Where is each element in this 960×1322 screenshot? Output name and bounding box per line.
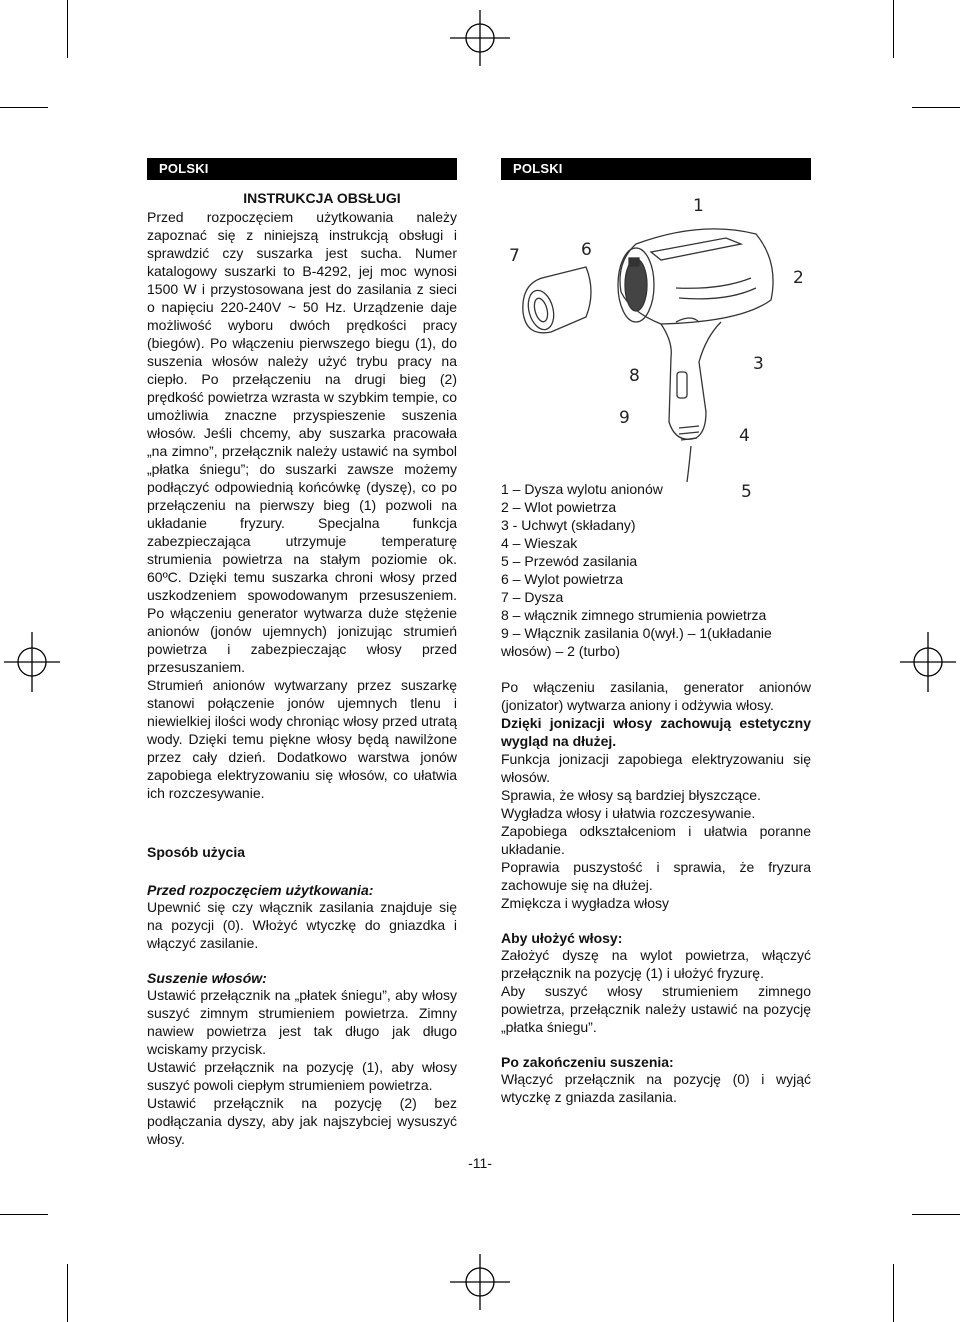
language-header-right: POLSKI (501, 158, 811, 180)
diagram-label-6: 6 (581, 240, 592, 260)
legend-item: 8 – włącznik zimnego strumienia powietrza (501, 607, 767, 623)
diagram-label-8: 8 (629, 366, 640, 386)
legend-item: 9 – Włącznik zasilania 0(wył.) – 1(układanie włosów) – 2 (turbo) (501, 625, 772, 659)
left-column (147, 158, 457, 1148)
nozzle-drawing (523, 267, 591, 333)
usage-heading: Sposób użycia (147, 844, 246, 860)
crop-mark (893, 0, 894, 58)
crop-mark (0, 107, 48, 108)
diagram-label-5: 5 (741, 482, 752, 502)
ionization-benefit: Funkcja jonizacji zapobiega elektryzowaniu się włosów. (501, 751, 811, 785)
parts-legend (501, 480, 811, 660)
diagram-label-3: 3 (753, 354, 764, 374)
before-use-text: Upewnić się czy włącznik zasilania znajduje się na pozycji (0). Włożyć wtyczkę do gniazdka i włączyć zasilanie. (147, 899, 457, 951)
handle-drawing (661, 318, 721, 482)
ionization-benefit: Sprawia, że włosy są bardziej błyszczące. (501, 787, 761, 803)
legend-item: 2 – Wlot powietrza (501, 499, 617, 515)
crop-mark (893, 1264, 894, 1322)
right-header-wrap (501, 158, 811, 180)
registration-mark-top (450, 10, 510, 66)
registration-mark-bottom (450, 1254, 510, 1310)
legend-item: 4 – Wieszak (501, 535, 578, 551)
drying-text-2: Ustawić przełącznik na pozycję (1), aby włosy suszyć powoli ciepłym strumieniem powietrza. (147, 1059, 457, 1093)
diagram-label-1: 1 (693, 196, 704, 216)
page-number: -11- (468, 1155, 492, 1171)
styling-heading: Aby ułożyć włosy: (501, 930, 623, 946)
drying-text-3: Ustawić przełącznik na pozycję (2) bez podłączania dyszy, aby jak najszybciej wysuszyć włosy. (147, 1095, 457, 1147)
ionization-benefit: Poprawia puszystość i sprawia, że fryzura zachowuje się na dłużej. (501, 859, 811, 893)
hair-dryer-illustration (501, 182, 811, 482)
before-use-heading: Przed rozpoczęciem użytkowania: (147, 882, 374, 898)
ionization-benefit: Wygładza włosy i ułatwia rozczesywanie. (501, 805, 756, 821)
crop-mark (912, 1214, 960, 1215)
document-title: INSTRUKCJA OBSŁUGI (243, 190, 401, 206)
crop-mark (912, 107, 960, 108)
registration-mark-left (4, 632, 60, 692)
diagram-label-4: 4 (739, 426, 750, 446)
intro-paragraph: Przed rozpoczęciem użytkowania należy zapoznać się z niniejszą instrukcją obsługi i sprawdzić czy suszarka jest sucha. Numer katalogowy suszarki to B-4292, jej moc wynosi 1500 W i przystosowana jest do zasilania z sieci o napięciu 220-240V ~ 50 Hz. Urządzenie daje możliwość wyboru dwóch prędkości pracy (biegów). Po włączeniu pierwszego biegu (1), do suszenia włosów należy użyć trybu pracy na ciepło. Po przełączeniu na drugi bieg (2) prędkość powietrza wzrasta w szybkim tempie, co umożliwia znaczne przyspieszenie suszenia włosów. Jeśli chcemy, aby suszarka pracowała „na zimno”, przełącznik należy ustawić na symbol „płatka śniegu”; do suszarki zawsze możemy podłączyć odpowiednią końcówkę (dyszę), co po przełączeniu na pierwszy bieg (1) pozwoli na układanie fryzury. Specjalna funkcja zabezpieczająca utrzymuje temperaturę strumienia powietrza na stałym poziomie ok. 60ºC. Dzięki temu suszarka chroni włosy przed uszkodzeniem spowodowanym przesuszeniem. Po włączeniu generator wytwarza duże stężenie anionów (jonów ujemnych) jonizując strumień powietrza i zabezpieczając włosy przed przesuszaniem. (147, 209, 457, 675)
legend-item: 6 – Wylot powietrza (501, 571, 624, 587)
crop-mark (67, 1264, 68, 1322)
legend-item: 3 - Uchwyt (składany) (501, 517, 636, 533)
diagram-label-7: 7 (509, 246, 520, 266)
after-drying-heading: Po zakończeniu suszenia: (501, 1054, 674, 1070)
anions-paragraph: Strumień anionów wytwarzany przez suszarkę stanowi połączenie jonów ujemnych tlenu i niewielkiej ilości wody chroniąc włosy przed utratą wody. Dzięki temu piękne włosy będą nawilżone przez cały dzień. Dodatkowo warstwa jonów zapobiega elektryzowaniu się włosów, co ułatwia ich rozczesywanie. (147, 677, 457, 801)
drying-text-1: Ustawić przełącznik na „płatek śniegu”, aby włosy suszyć zimnym strumieniem powietrza. Zimny nawiew powietrza jest tak długo jak długo wciskamy przycisk. (147, 987, 457, 1057)
after-drying-text: Włączyć przełącznik na pozycję (0) i wyjąć wtyczkę z gniazda zasilania. (501, 1071, 811, 1105)
drying-heading: Suszenie włosów: (147, 970, 267, 986)
legend-item: 1 – Dysza wylotu anionów (501, 481, 663, 497)
styling-text-1: Założyć dyszę na wylot powietrza, włączyć przełącznik na pozycję (1) i ułożyć fryzurę. (501, 947, 811, 981)
right-column (501, 480, 811, 1106)
ionization-bold: Dzięki jonizacji włosy zachowują estetyczny wygląd na dłużej. (501, 715, 811, 749)
legend-item: 7 – Dysza (501, 589, 564, 605)
ionization-intro: Po włączeniu zasilania, generator anionów (jonizator) wytwarza aniony i odżywia włosy. (501, 679, 811, 713)
ionization-benefit: Zmiękcza i wygładza włosy (501, 895, 670, 911)
ionization-benefit: Zapobiega odkształceniom i ułatwia poranne układanie. (501, 823, 811, 857)
styling-text-2: Aby suszyć włosy strumieniem zimnego powietrza, przełącznik należy ustawić na pozycję „płatka śniegu”. (501, 983, 811, 1035)
diagram-label-9: 9 (619, 408, 630, 428)
diagram-label-2: 2 (793, 268, 804, 288)
legend-item: 5 – Przewód zasilania (501, 553, 638, 569)
crop-mark (67, 0, 68, 58)
language-header-left: POLSKI (147, 158, 457, 180)
dryer-body-drawing (618, 229, 773, 324)
registration-mark-right (900, 632, 956, 692)
crop-mark (0, 1214, 48, 1215)
